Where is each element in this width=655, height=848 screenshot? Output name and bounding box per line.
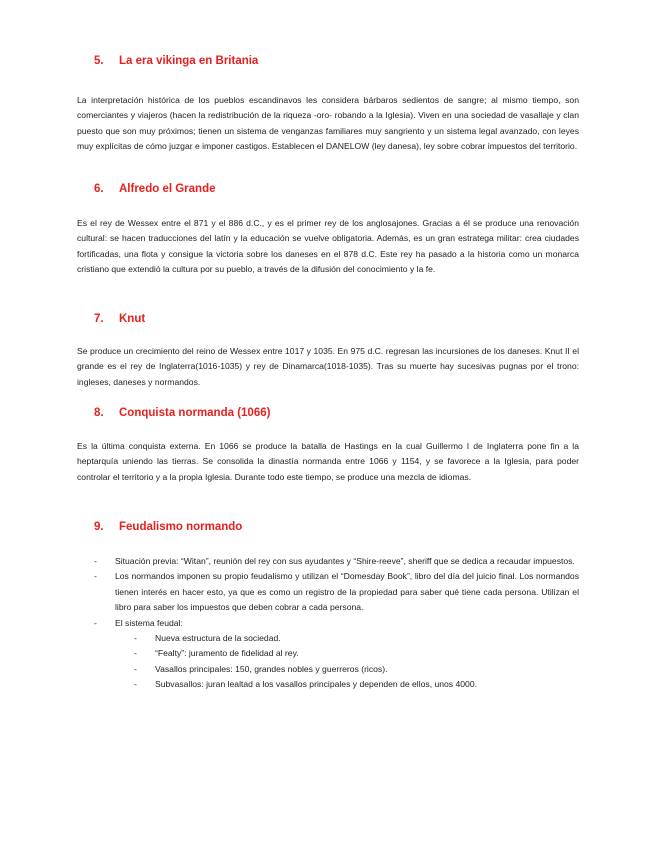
section-title: Knut bbox=[119, 313, 146, 325]
sub-list-item: - Vasallos principales: 150, grandes nobles y guerreros (ricos). bbox=[77, 662, 579, 677]
section-heading bbox=[94, 406, 579, 420]
section-number: 7. bbox=[94, 313, 104, 325]
section-9 bbox=[77, 520, 579, 693]
section-number: 6. bbox=[94, 183, 104, 195]
section-heading bbox=[94, 54, 579, 68]
section-7 bbox=[77, 312, 579, 390]
section-number: 5. bbox=[94, 55, 104, 67]
section-title: La era vikinga en Britania bbox=[119, 55, 259, 67]
section-number: 8. bbox=[94, 407, 104, 419]
section-6 bbox=[77, 182, 579, 278]
section-paragraph: Es el rey de Wessex entre el 871 y el 886 d.C., y es el primer rey de los anglosajones. Gracias a él se produce una renovación cultural: se hacen traducciones del latín y la educación se vuelve obligatoria. Además, es un gran estratega militar: crea ciudades fortificadas, una flota y consigue la victoria sobre los daneses en el 878 d.C. Este rey ha pasado a la historia como un monarca cristiano que extendió la cultura por su pueblo, a través de la difusión del conocimiento y la fe. bbox=[77, 218, 579, 275]
list-item bbox=[77, 616, 579, 693]
section-paragraph: La interpretación histórica de los pueblos escandinavos les considera bárbaros sedientos de sangre; al mismo tiempo, son comerciantes y viajeros (hacen la redistribución de la riqueza -oro- robando a la Iglesia). Viven en una sociedad de vasallaje y clan puesto que son muy próximos; tienen un sistema de venganzas familiares muy sangriento y un sistema legal avanzado, con leyes muy explícitas de cómo juzgar e imponer castigos. Establecen el DANELOW (ley danesa), ley sobre cobrar impuestos del territorio. bbox=[77, 95, 579, 152]
section-8 bbox=[77, 406, 579, 485]
bullet-list bbox=[77, 554, 579, 693]
sub-list-item: - “Fealty”: juramento de fidelidad al rey. bbox=[77, 646, 579, 661]
sub-list-item: - Subvasallos: juran lealtad a los vasallos principales y dependen de ellos, unos 4000. bbox=[77, 677, 579, 692]
sub-list-item: - Nueva estructura de la sociedad. bbox=[77, 631, 579, 646]
section-heading bbox=[94, 312, 579, 326]
section-title: Alfredo el Grande bbox=[119, 183, 216, 195]
section-heading bbox=[94, 182, 579, 196]
list-item-text: El sistema feudal: bbox=[115, 617, 183, 628]
section-title: Conquista normanda (1066) bbox=[119, 407, 271, 419]
section-paragraph: Es la última conquista externa. En 1066 se produce la batalla de Hastings en la cual Guillermo I de Inglaterra pone fin a la heptarquía uniendo las tierras. Se consolida la dinastía normanda entre 1066 y 1154, y se favorece a la Iglesia, para poder controlar el territorio y a la propia Iglesia. Durante todo este tiempo, se produce una mezcla de idiomas. bbox=[77, 441, 579, 482]
section-title: Feudalismo normando bbox=[119, 521, 243, 533]
list-item: - Situación previa: “Witan”, reunión del rey con sus ayudantes y “Shire-reeve”, sheriff que se dedica a recaudar impuestos. bbox=[77, 554, 579, 569]
sub-bullet-list bbox=[115, 631, 579, 693]
list-item: - Los normandos imponen su propio feudalismo y utilizan el “Domesday Book”, libro del día del juicio final. Los normandos tienen interés en hacer esto, ya que es como un registro de la propiedad para saber qué tiene cada persona. Utilizan el libro para saber los impuestos que deben cobrar a cada persona. bbox=[77, 569, 579, 615]
section-5 bbox=[77, 54, 579, 155]
section-heading bbox=[94, 520, 579, 534]
section-paragraph: Se produce un crecimiento del reino de Wessex entre 1017 y 1035. En 975 d.C. regresan las incursiones de los daneses. Knut II el grande es el rey de Inglaterra(1016-1035) y rey de Dinamarca(1018-1035). Tras su muerte hay sucesivas pugnas por el trono: ingleses, daneses y normandos. bbox=[77, 346, 579, 387]
section-number: 9. bbox=[94, 521, 104, 533]
